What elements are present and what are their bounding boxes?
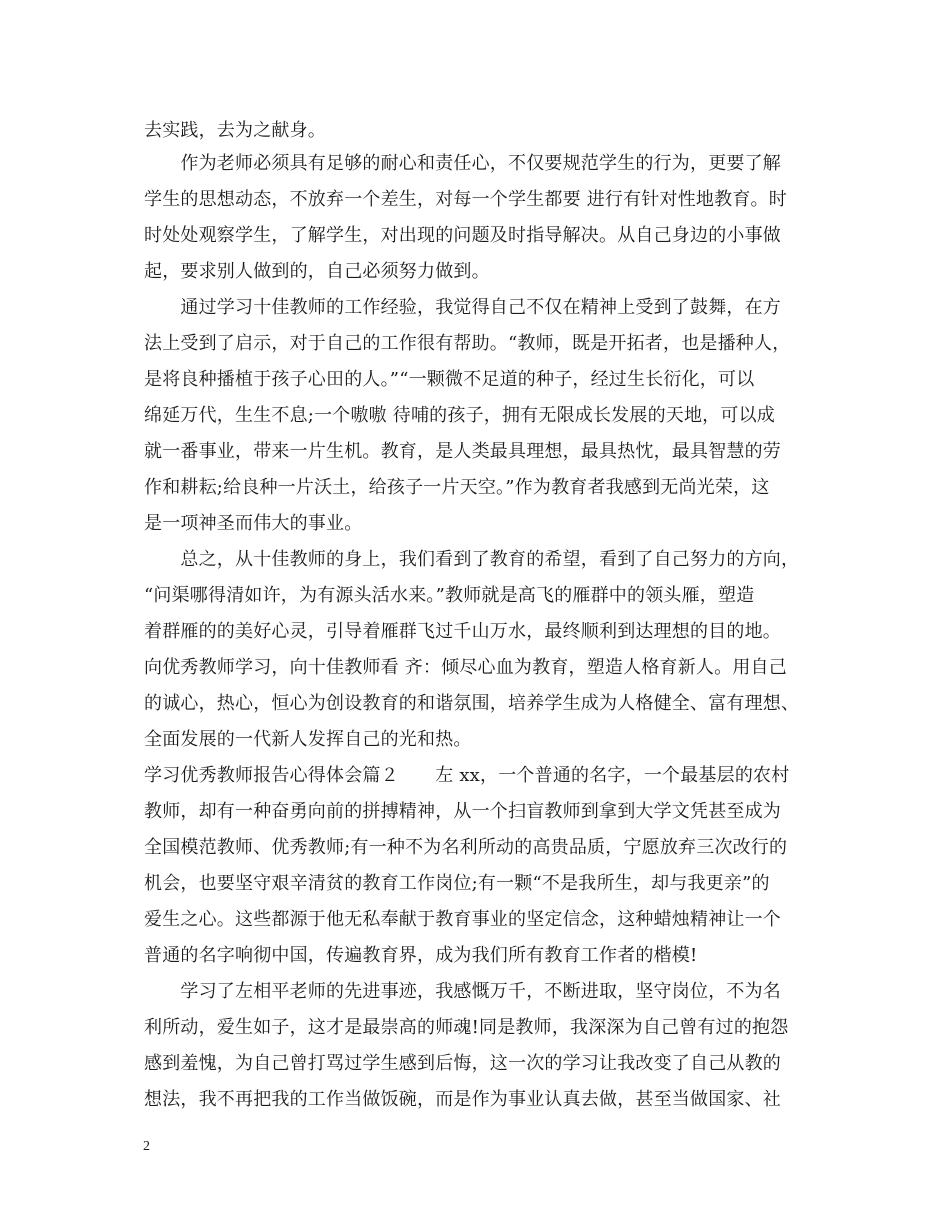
- text-line: 学习了左相平老师的先进事迹，我感慨万千，不断进取，坚守岗位，不为名: [144, 981, 781, 1002]
- text-line: 机会，也要坚守艰辛清贫的教育工作岗位;有一颗“不是我所生，却与我更亲”的: [144, 873, 770, 894]
- text-line: 全国模范教师、优秀教师;有一种不为名利所动的高贵品质，宁愿放弃三次改行的: [144, 837, 788, 858]
- text-line: 是一项神圣而伟大的事业。: [144, 513, 363, 534]
- text-line: 感到羞愧，为自己曾打骂过学生感到后悔，这一次的学习让我改变了自己从教的: [144, 1053, 781, 1074]
- text-line: 普通的名字响彻中国，传遍教育界，成为我们所有教育工作者的楷模!: [144, 945, 698, 966]
- section-heading-line: 学习优秀教师报告心得体会篇２ 左 xx，一个普通的名字，一个最基层的农村: [144, 765, 790, 786]
- text-line: 全面发展的一代新人发挥自己的光和热。: [144, 729, 472, 750]
- text-line: 学生的思想动态，不放弃一个差生，对每一个学生都要 进行有针对性地教育。时: [144, 189, 787, 210]
- text-line: 起，要求别人做到的，自己必须努力做到。: [144, 261, 490, 282]
- text-line: 就一番事业，带来一片生机。教育，是人类最具理想，最具热忱，最具智慧的劳: [144, 441, 781, 462]
- text-line: 向优秀教师学习，向十佳教师看 齐：倾尽心血为教育，塑造人格育新人。用自己: [144, 657, 787, 678]
- text-line: 作为老师必须具有足够的耐心和责任心，不仅要规范学生的行为，更要了解: [144, 153, 781, 174]
- page-number: 2: [143, 1139, 150, 1154]
- text-line: 着群雁的的美好心灵，引导着雁群飞过千山万水，最终顺利到达理想的目的地。: [144, 621, 781, 642]
- text-line: 爱生之心。这些都源于他无私奉献于教育事业的坚定信念，这种蜡烛精神让一个: [144, 909, 781, 930]
- text-line: 去实践，去为之献身。: [144, 120, 326, 141]
- text-line: 绵延万代，生生不息;一个嗷嗷 待哺的孩子，拥有无限成长发展的天地，可以成: [144, 405, 775, 426]
- text-line: 是将良种播植于孩子心田的人。”“一颗微不足道的种子，经过生长衍化，可以: [144, 369, 755, 390]
- text-line: 利所动，爱生如子，这才是最崇高的师魂!同是教师，我深深为自己曾有过的抱怨: [144, 1017, 789, 1038]
- text-line: “问渠哪得清如许，为有源头活水来。”教师就是高飞的雁群中的领头雁，塑造: [144, 585, 755, 606]
- text-line: 作和耕耘;给良种一片沃土，给孩子一片天空。”作为教育者我感到无尚光荣，这: [144, 477, 770, 498]
- text-line: 时处处观察学生，了解学生，对出现的问题及时指导解决。从自己身边的小事做: [144, 225, 781, 246]
- text-line: 教师，却有一种奋勇向前的拼搏精神，从一个扫盲教师到拿到大学文凭甚至成为: [144, 801, 781, 822]
- text-line: 的诚心，热心，恒心为创设教育的和谐氛围，培养学生成为人格健全、富有理想、: [144, 693, 800, 714]
- text-line: 通过学习十佳教师的工作经验，我觉得自己不仅在精神上受到了鼓舞，在方: [144, 297, 781, 318]
- text-line: 总之，从十佳教师的身上，我们看到了教育的希望，看到了自己努力的方向，: [144, 549, 800, 570]
- text-line: 法上受到了启示，对于自己的工作很有帮助。“教师，既是开拓者，也是播种人，: [144, 333, 791, 354]
- text-line: 想法，我不再把我的工作当做饭碗，而是作为事业认真去做，甚至当做国家、社: [144, 1089, 781, 1110]
